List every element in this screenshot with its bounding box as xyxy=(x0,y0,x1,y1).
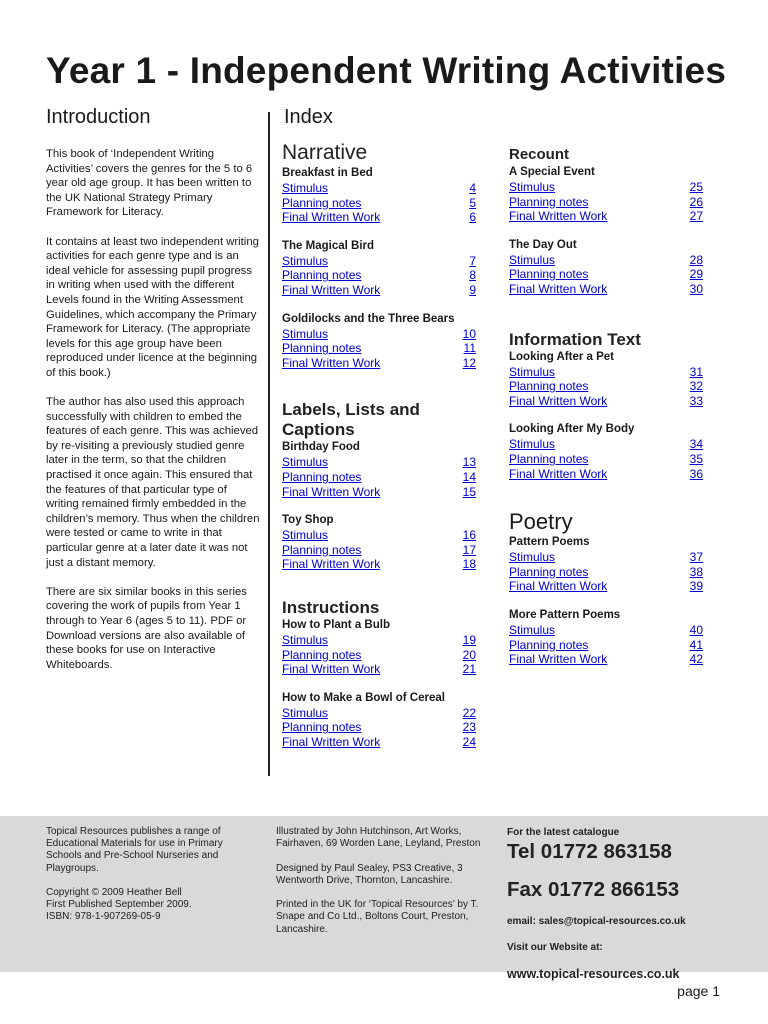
index-link-planning[interactable]: Planning notes 11 xyxy=(282,341,476,356)
genre-instructions: Instructions xyxy=(282,597,380,617)
index-activity xyxy=(282,618,476,677)
index-activity xyxy=(509,608,703,667)
genre-recount: Recount xyxy=(509,146,569,163)
activity-title: How to Make a Bowl of Cereal xyxy=(282,691,445,704)
intro-paragraph: The author has also used this approach successfully with children to embed the features of each genre. This was achieved by re-visiting a previously studied genre later in the term, so that the children practised it once again. This ensured that the features of that particular type of writing remained firmly embedded in the children’s memory. Thus when the children were tested or came to write in that particular genre at a later date it was not just a distant memory. xyxy=(46,396,260,569)
index-link-stimulus[interactable]: Stimulus 16 xyxy=(282,528,476,543)
index-link-final[interactable]: Final Written Work 27 xyxy=(509,209,703,224)
index-link-stimulus[interactable]: Stimulus 10 xyxy=(282,326,476,341)
isbn: ISBN: 978-1-907269-05-9 xyxy=(46,911,161,923)
index-link-planning[interactable]: Planning notes 29 xyxy=(509,267,703,282)
activity-title: Goldilocks and the Three Bears xyxy=(282,312,455,325)
genre-poetry: Poetry xyxy=(509,509,573,535)
index-link-stimulus[interactable]: Stimulus 28 xyxy=(509,252,703,267)
index-link-planning[interactable]: Planning notes 41 xyxy=(509,637,703,652)
activity-title: Toy Shop xyxy=(282,514,334,527)
genre-labels-lists: Labels, Lists and Captions xyxy=(282,400,420,440)
index-activity xyxy=(282,312,476,371)
activity-title: The Day Out xyxy=(509,238,577,251)
index-link-planning[interactable]: Planning notes 23 xyxy=(282,720,476,735)
activity-title: The Magical Bird xyxy=(282,239,375,252)
printer-credit: Printed in the UK for ‘Topical Resources’ by T. Snape and Co Ltd., Boltons Court, Preston, Lancashire. xyxy=(276,899,479,935)
publisher-info xyxy=(46,826,260,924)
index-activity xyxy=(282,166,476,225)
index-activity xyxy=(509,422,703,481)
index-link-final[interactable]: Final Written Work 42 xyxy=(509,652,703,667)
copyright: Copyright © 2009 Heather Bell xyxy=(46,887,182,898)
page-title: Year 1 - Independent Writing Activities xyxy=(46,50,727,91)
index-link-final[interactable]: Final Written Work 33 xyxy=(509,393,703,408)
index-link-stimulus[interactable]: Stimulus 31 xyxy=(509,364,703,379)
index-link-final[interactable]: Final Written Work 24 xyxy=(282,734,476,749)
index-link-planning[interactable]: Planning notes 8 xyxy=(282,268,476,283)
activity-title: Pattern Poems xyxy=(509,536,590,549)
index-link-stimulus[interactable]: Stimulus 4 xyxy=(282,181,476,195)
index-link-final[interactable]: Final Written Work 6 xyxy=(282,210,476,225)
credits xyxy=(276,826,492,948)
index-link-final[interactable]: Final Written Work 15 xyxy=(282,484,476,499)
designer-credit: Designed by Paul Sealey, PS3 Creative, 3 Wentworth Drive, Thornton, Lancashire. xyxy=(276,862,463,886)
contact-info xyxy=(507,826,747,995)
index-heading: Index xyxy=(284,106,333,128)
index-link-planning[interactable]: Planning notes 14 xyxy=(282,469,476,484)
index-link-planning[interactable]: Planning notes 32 xyxy=(509,379,703,394)
genre-narrative: Narrative xyxy=(282,141,368,164)
intro-paragraph: There are six similar books in this series covering the work of pupils from Year 1 through to Year 6 (ages 5 to 11). PDF or Download versions are also available of these books for use on Interactive Whiteboards. xyxy=(46,585,247,671)
page-number: page 1 xyxy=(677,983,720,999)
index-activity xyxy=(509,165,703,224)
index-activity xyxy=(282,691,476,750)
index-activity xyxy=(509,238,703,297)
email-link[interactable]: email: sales@topical-resources.co.uk xyxy=(507,916,686,928)
index-link-final[interactable]: Final Written Work 12 xyxy=(282,355,476,370)
activity-title: Looking After a Pet xyxy=(509,350,614,363)
index-column-left xyxy=(282,140,476,763)
illustrator-credit: Illustrated by John Hutchinson, Art Works, Fairhaven, 69 Worden Lane, Leyland, Preston xyxy=(276,826,481,850)
index-activity xyxy=(282,513,476,572)
index-link-final[interactable]: Final Written Work 36 xyxy=(509,466,703,481)
catalogue-label: For the latest catalogue xyxy=(507,827,620,838)
activity-title: A Special Event xyxy=(509,166,595,178)
website-label: Visit our Website at: xyxy=(507,941,603,953)
publisher-blurb: Topical Resources publishes a range of Educational Materials for use in Primary Schools and Pre-School Nurseries and Playgroups. xyxy=(46,826,223,874)
index-link-stimulus[interactable]: Stimulus 40 xyxy=(509,622,703,637)
index-link-final[interactable]: Final Written Work 21 xyxy=(282,662,476,677)
activity-title: Birthday Food xyxy=(282,441,360,454)
index-column-right xyxy=(509,145,703,681)
index-activity xyxy=(509,350,703,409)
index-activity xyxy=(282,239,476,298)
introduction-heading: Introduction xyxy=(46,106,151,128)
index-link-planning[interactable]: Planning notes 38 xyxy=(509,564,703,579)
index-link-final[interactable]: Final Written Work 18 xyxy=(282,557,476,572)
intro-paragraph: This book of ‘Independent Writing Activities’ covers the genres for the 5 to 6 year old age group. It has been written to the UK National Strategy Primary Framework for Literacy. xyxy=(46,148,253,219)
activity-title: Breakfast in Bed xyxy=(282,167,373,179)
website-link[interactable]: www.topical-resources.co.uk xyxy=(507,966,680,981)
activity-title: How to Plant a Bulb xyxy=(282,618,390,631)
intro-paragraph: It contains at least two independent writing activities for each genre type and is an ideal vehicle for assessing pupil progress in writing when used with the different Levels found in the Writing Assessment Guidelines, which accompany the Primary Framework for Literacy. (The appropriate levels for this age group have been reproduced under licence at the beginning of this book.) xyxy=(46,235,259,379)
index-link-stimulus[interactable]: Stimulus 34 xyxy=(509,437,703,452)
index-link-stimulus[interactable]: Stimulus 22 xyxy=(282,705,476,720)
index-link-stimulus[interactable]: Stimulus 19 xyxy=(282,632,476,647)
index-link-planning[interactable]: Planning notes 35 xyxy=(509,451,703,466)
telephone: Tel 01772 863158 xyxy=(507,840,672,863)
index-link-stimulus[interactable]: Stimulus 25 xyxy=(509,180,703,194)
index-link-planning[interactable]: Planning notes 20 xyxy=(282,647,476,662)
first-published: First Published September 2009. xyxy=(46,899,192,911)
index-activity xyxy=(282,440,476,499)
footer-panel xyxy=(0,816,768,981)
index-activity xyxy=(509,535,703,594)
index-link-final[interactable]: Final Written Work 9 xyxy=(282,282,476,297)
index-link-stimulus[interactable]: Stimulus 7 xyxy=(282,253,476,268)
genre-information-text: Information Text xyxy=(509,329,641,349)
introduction-text xyxy=(46,147,262,687)
fax: Fax 01772 866153 xyxy=(507,878,680,902)
activity-title: More Pattern Poems xyxy=(509,608,621,621)
index-link-planning[interactable]: Planning notes 5 xyxy=(282,195,476,210)
activity-title: Looking After My Body xyxy=(509,423,635,436)
index-link-planning[interactable]: Planning notes 17 xyxy=(282,542,476,557)
index-link-final[interactable]: Final Written Work 30 xyxy=(509,281,703,296)
index-link-planning[interactable]: Planning notes 26 xyxy=(509,194,703,209)
index-link-stimulus[interactable]: Stimulus 13 xyxy=(282,455,476,470)
index-link-stimulus[interactable]: Stimulus 37 xyxy=(509,550,703,565)
index-link-final[interactable]: Final Written Work 39 xyxy=(509,579,703,594)
column-divider xyxy=(268,112,270,776)
